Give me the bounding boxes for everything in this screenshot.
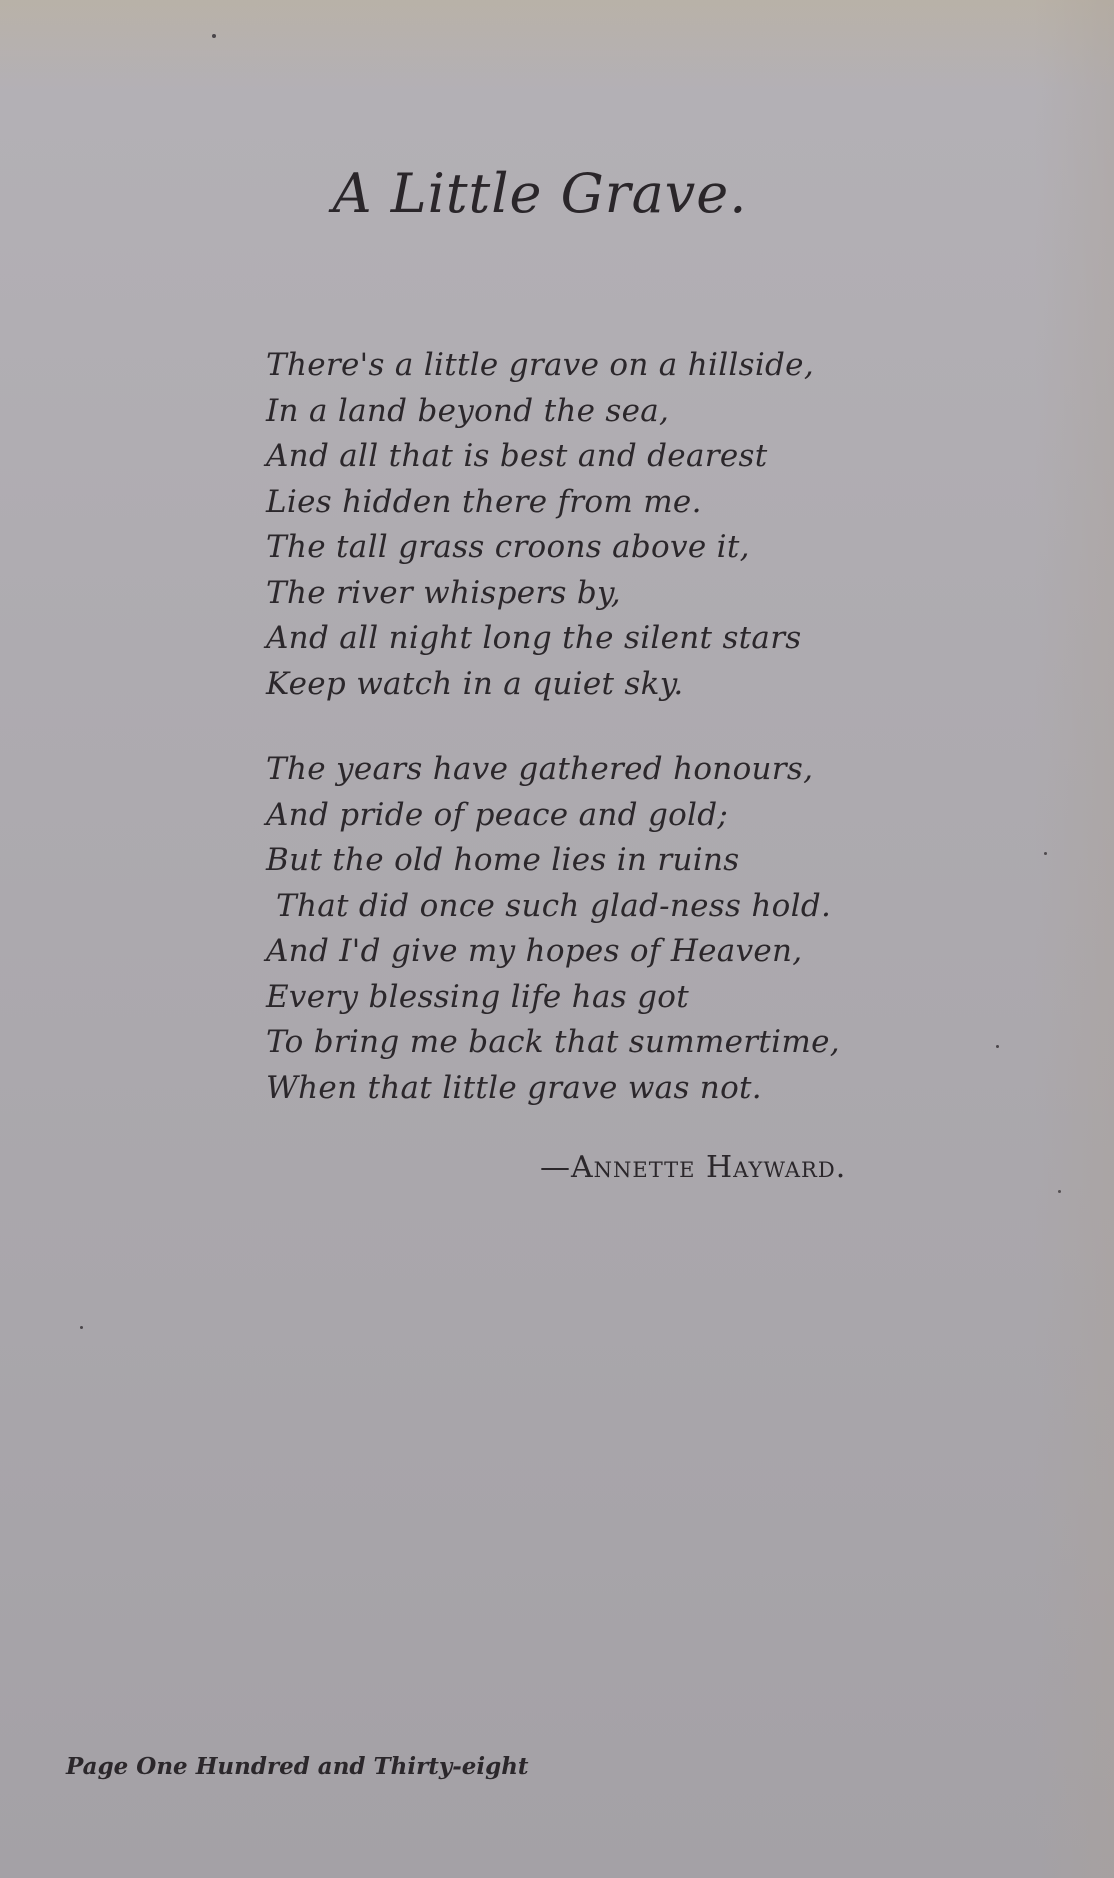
poem-stanza-1: [266, 343, 814, 707]
poem-line: And pride of peace and gold;: [266, 796, 729, 833]
paper-speck: [1058, 1190, 1061, 1193]
paper-speck: [1044, 852, 1047, 855]
poem-line: The river whispers by,: [266, 574, 621, 611]
poem-stanza-2: [266, 747, 840, 1111]
poem-line: Every blessing life has got: [266, 978, 689, 1015]
poem-line: The years have gathered honours,: [266, 751, 814, 787]
page-footer: Page One Hundred and Thirty-eight: [66, 1753, 529, 1780]
poem-line: The tall grass croons above it,: [266, 529, 750, 565]
poem-line: Lies hidden there from me.: [266, 483, 702, 520]
poem-line: That did once such glad-ness hold.: [276, 887, 832, 924]
paper-speck: [212, 34, 216, 38]
poem-line: But the old home lies in ruins: [266, 842, 740, 878]
poem-line: And all that is best and dearest: [266, 438, 768, 474]
poem-line: There's a little grave on a hillside,: [266, 347, 814, 383]
poem-line: And I'd give my hopes of Heaven,: [266, 933, 803, 969]
poem-line: And all night long the silent stars: [266, 620, 802, 656]
poem-line: In a land beyond the sea,: [266, 392, 670, 429]
poem-title: A Little Grave.: [332, 162, 748, 225]
poem-line: Keep watch in a quiet sky.: [266, 665, 684, 702]
poem-line: When that little grave was not.: [266, 1069, 762, 1106]
poem-line: To bring me back that summertime,: [266, 1024, 840, 1060]
paper-speck: [80, 1326, 83, 1329]
paper-speck: [996, 1045, 999, 1048]
poem-attribution: —Annette Hayward.: [540, 1150, 847, 1185]
